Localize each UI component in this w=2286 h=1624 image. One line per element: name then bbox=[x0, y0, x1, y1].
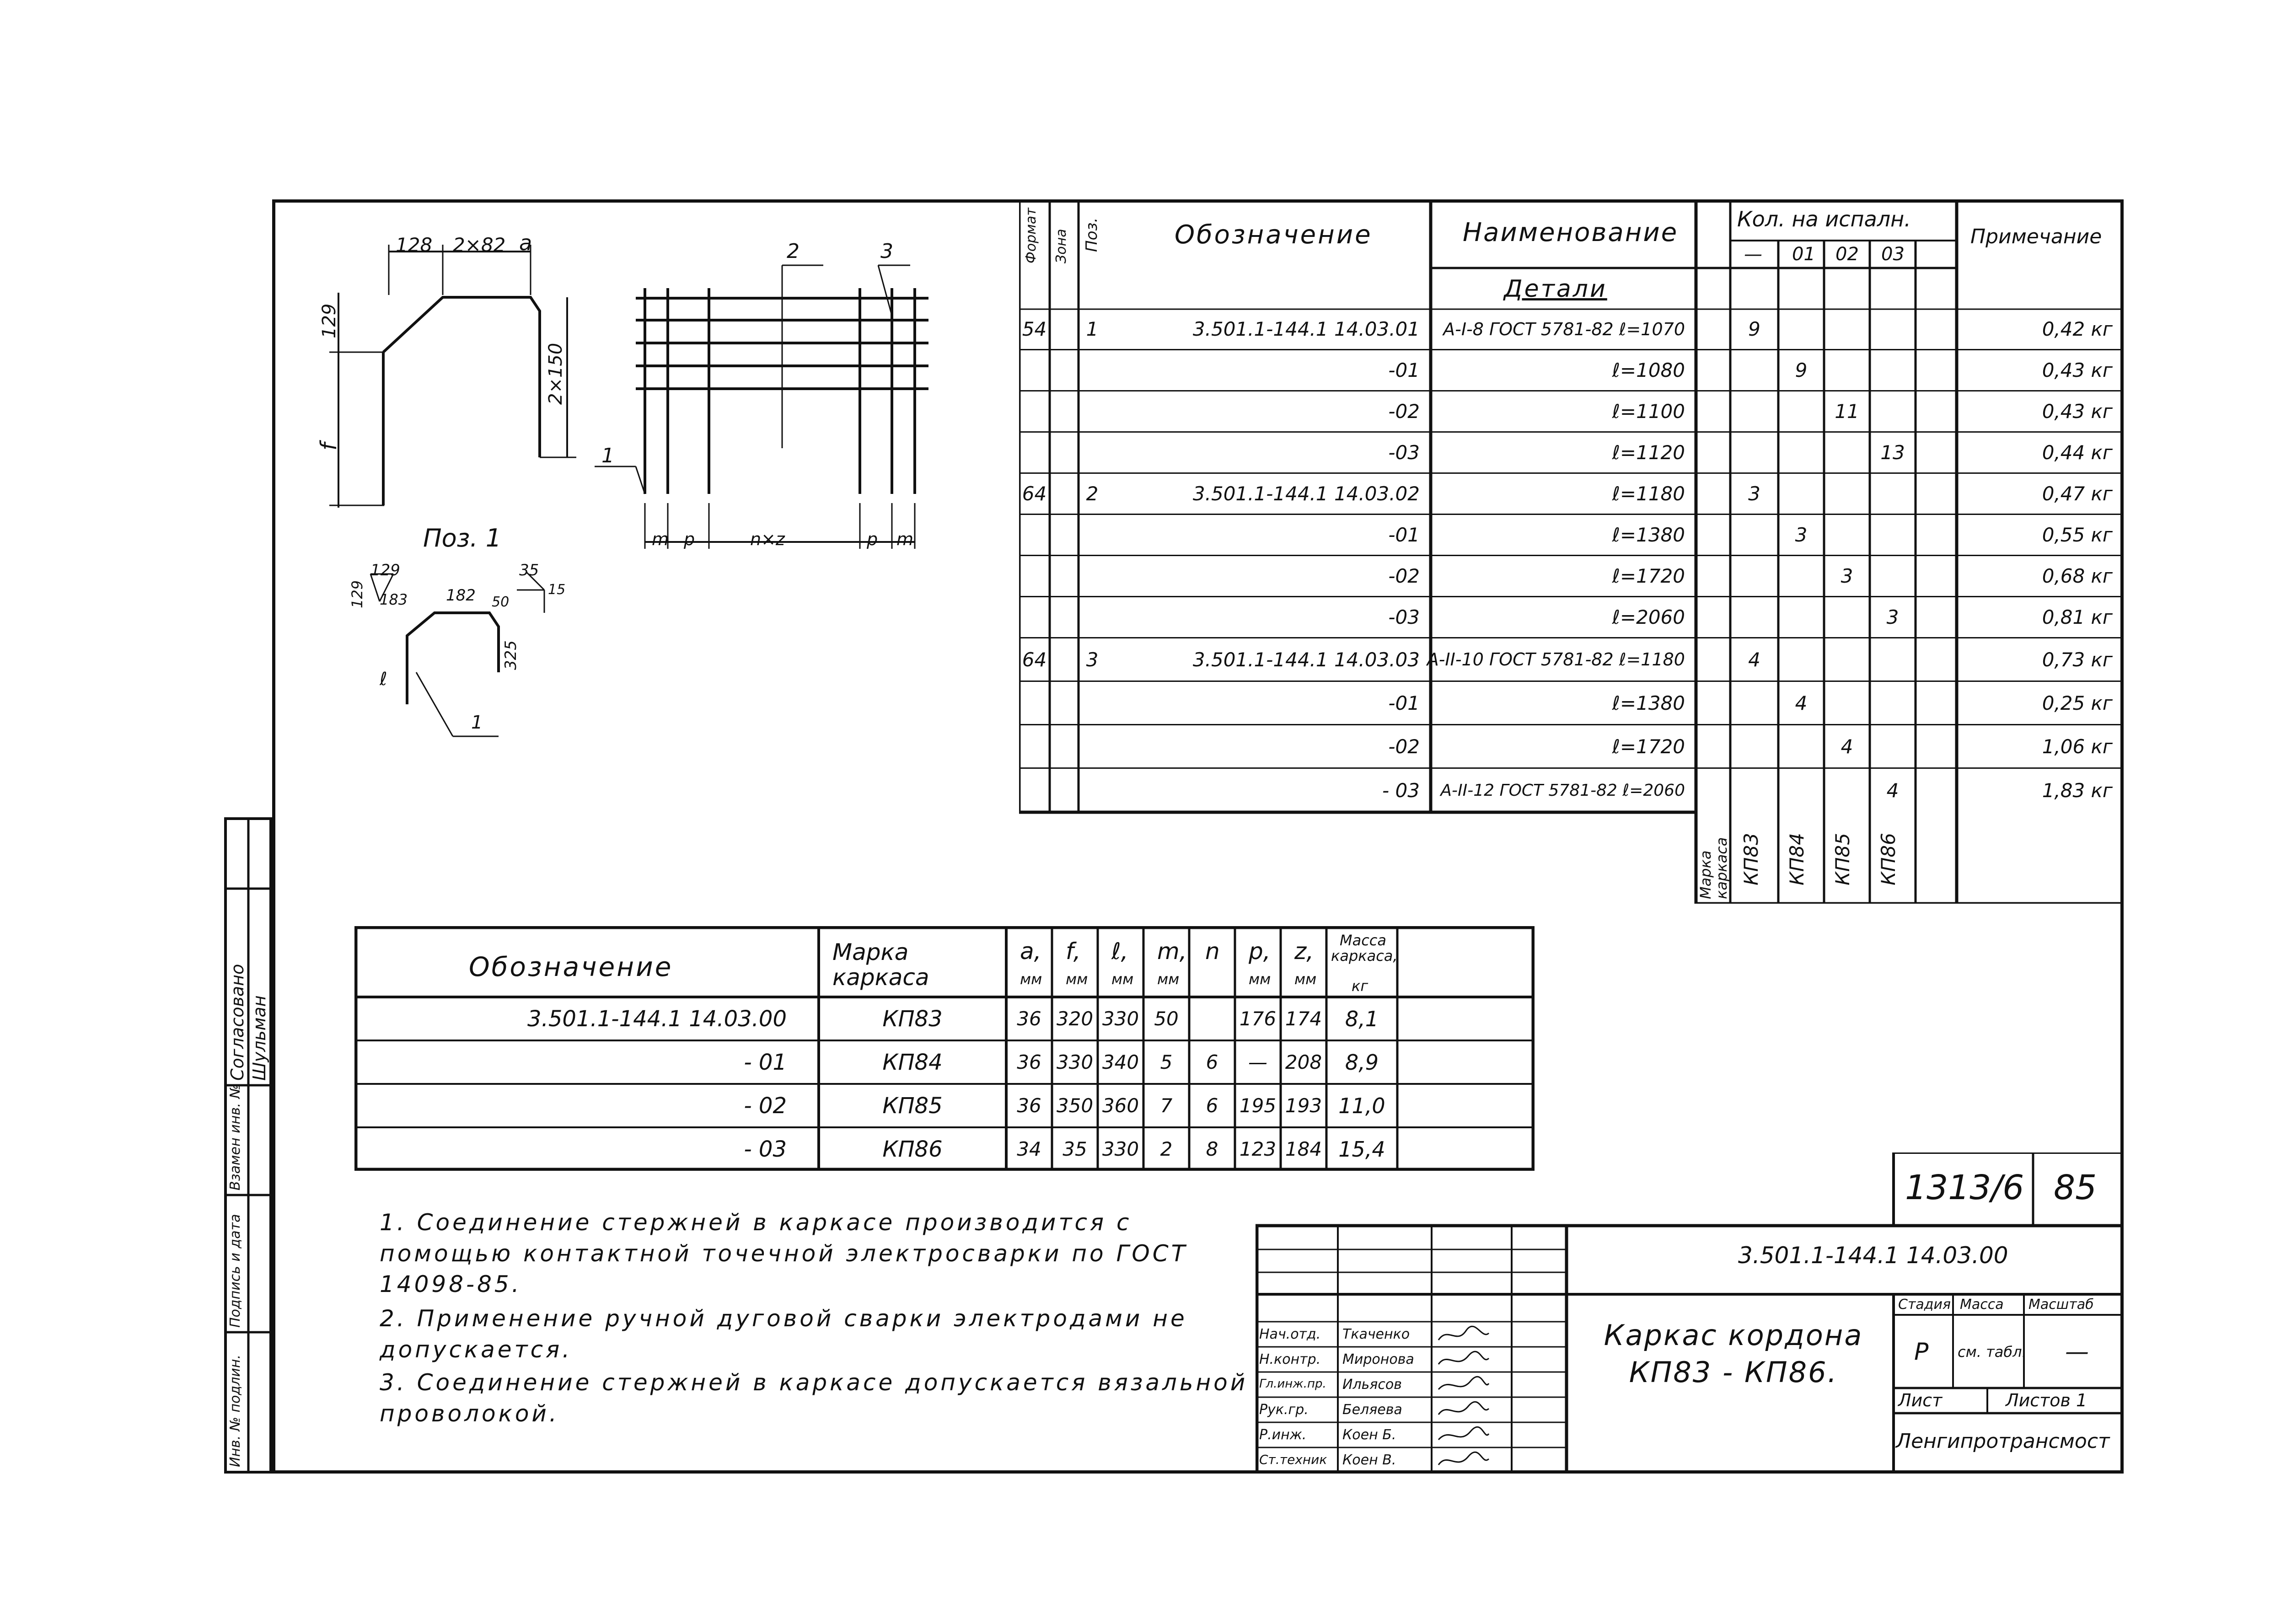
side-inv-orig: Инв. № подлин. bbox=[227, 1354, 243, 1467]
organization: Ленгипротрансмост bbox=[1896, 1430, 2110, 1453]
row-qty-3: 13 bbox=[1880, 441, 1905, 464]
param-hdr-l: ℓ, bbox=[1111, 938, 1128, 965]
row-format bbox=[1019, 682, 1050, 724]
row-qty-0: 3 bbox=[1748, 482, 1760, 505]
table-row bbox=[1019, 556, 2124, 597]
row-qty-0 bbox=[1730, 725, 1778, 767]
param-hdr-f: f, bbox=[1066, 938, 1081, 965]
spec-hdr-designation: Обозначение bbox=[1175, 220, 1373, 250]
param-hdr-m-unit: мм bbox=[1157, 970, 1180, 988]
row-l: 330 bbox=[1102, 1008, 1139, 1030]
row-qty-3: 4 bbox=[1886, 779, 1899, 802]
param-hdr-mass-unit: кг bbox=[1352, 977, 1368, 995]
spec-hdr-variant-3: 03 bbox=[1881, 244, 1905, 265]
bend-129: 129 bbox=[370, 561, 400, 579]
row-pos: 2 bbox=[1086, 482, 1099, 505]
row-mass: 8,9 bbox=[1345, 1050, 1379, 1075]
spec-hdr-variant-0: — bbox=[1744, 244, 1762, 265]
row-l: 360 bbox=[1102, 1094, 1139, 1117]
row-qty-1 bbox=[1778, 391, 1824, 431]
row-qty-1 bbox=[1778, 309, 1824, 349]
row-a: 36 bbox=[1017, 1008, 1041, 1030]
row-qty-1 bbox=[1778, 638, 1824, 681]
signer-name: Миронова bbox=[1342, 1351, 1414, 1367]
spec-hdr-variant-2: 02 bbox=[1835, 244, 1859, 265]
row-designation: 3.501.1-144.1 14.03.01 bbox=[1192, 318, 1420, 340]
row-qty-3 bbox=[1870, 515, 1916, 555]
bend-183: 183 bbox=[380, 591, 408, 608]
row-name: A-I-8 ГОСТ 5781-82 ℓ=1070 bbox=[1443, 319, 1685, 339]
row-qty-3 bbox=[1870, 682, 1916, 724]
table-row bbox=[354, 1040, 1535, 1084]
row-qty-0 bbox=[1730, 350, 1778, 390]
row-m: 2 bbox=[1160, 1138, 1173, 1160]
row-format bbox=[1019, 725, 1050, 767]
row-note: 0,43 кг bbox=[2042, 359, 2113, 381]
row-f: 330 bbox=[1056, 1051, 1094, 1073]
table-row bbox=[1019, 638, 2124, 682]
row-n bbox=[1189, 997, 1235, 1040]
note-2: 2. Применение ручной дуговой сварки электродами не допускается. bbox=[380, 1305, 1187, 1363]
row-qty-0 bbox=[1730, 769, 1778, 812]
row-n: 8 bbox=[1206, 1138, 1218, 1160]
row-format bbox=[1019, 391, 1050, 431]
row-mark: КП83 bbox=[882, 1006, 943, 1032]
row-mass: 15,4 bbox=[1338, 1136, 1385, 1162]
row-qty-1 bbox=[1778, 556, 1824, 596]
row-a: 36 bbox=[1017, 1051, 1041, 1073]
row-qty-0: 4 bbox=[1748, 648, 1760, 671]
row-z: 174 bbox=[1285, 1008, 1322, 1030]
row-pos: 3 bbox=[1086, 648, 1099, 671]
table-row bbox=[1019, 515, 2124, 556]
bend-35: 35 bbox=[519, 561, 539, 579]
row-m: 7 bbox=[1160, 1094, 1173, 1117]
note-3: 3. Соединение стержней в каркасе допускается вязальной проволокой. bbox=[380, 1369, 1248, 1427]
row-note: 0,47 кг bbox=[2042, 482, 2113, 505]
bend-182: 182 bbox=[446, 586, 476, 605]
row-qty-1 bbox=[1778, 474, 1824, 514]
row-format: 54 bbox=[1022, 318, 1047, 340]
signer-name: Ткаченко bbox=[1342, 1326, 1410, 1342]
drawing-title: Каркас кордона КП83 - КП86. bbox=[1604, 1318, 1863, 1389]
mass-label: Масса bbox=[1960, 1297, 2004, 1313]
row-pos bbox=[1079, 725, 1106, 767]
row-designation: - 02 bbox=[744, 1093, 787, 1119]
spec-mark-3: КП86 bbox=[1877, 833, 1900, 885]
row-qty-0 bbox=[1730, 682, 1778, 724]
sheets-label: Листов 1 bbox=[2006, 1390, 2087, 1410]
row-p: 195 bbox=[1239, 1094, 1277, 1117]
row-qty-2: 4 bbox=[1841, 735, 1853, 758]
row-qty-2: 3 bbox=[1841, 565, 1853, 587]
dim-128: 128 bbox=[396, 234, 433, 256]
table-row bbox=[1019, 309, 2124, 350]
signer-name: Коен В. bbox=[1342, 1452, 1396, 1468]
table-row bbox=[1019, 391, 2124, 433]
row-designation: - 01 bbox=[744, 1049, 787, 1075]
row-designation: -02 bbox=[1388, 565, 1420, 587]
row-note: 0,55 кг bbox=[2042, 524, 2113, 546]
row-mass: 11,0 bbox=[1338, 1093, 1385, 1118]
spec-hdr-zone: Зона bbox=[1053, 229, 1069, 263]
param-table bbox=[354, 926, 1535, 1171]
row-designation: -03 bbox=[1388, 441, 1420, 464]
row-qty-2 bbox=[1824, 474, 1870, 514]
signer-role: Рук.гр. bbox=[1259, 1402, 1309, 1418]
row-pos bbox=[1079, 769, 1106, 812]
table-row bbox=[1019, 433, 2124, 474]
dim-2x82: 2×82 bbox=[453, 234, 506, 256]
spec-mark-2: КП85 bbox=[1831, 833, 1854, 885]
row-name: ℓ=1380 bbox=[1612, 524, 1685, 546]
bend-callout-1: 1 bbox=[471, 712, 483, 733]
spec-hdr-pos: Поз. bbox=[1083, 217, 1101, 252]
row-note: 1,06 кг bbox=[2042, 735, 2113, 758]
stage-label: Стадия bbox=[1898, 1297, 1951, 1313]
row-note: 1,83 кг bbox=[2042, 779, 2113, 802]
row-designation: -03 bbox=[1388, 606, 1420, 628]
row-qty-1: 3 bbox=[1795, 524, 1808, 546]
row-pos bbox=[1079, 682, 1106, 724]
param-hdr-a-unit: мм bbox=[1020, 970, 1042, 988]
row-mark: КП85 bbox=[882, 1093, 943, 1119]
spec-hdr-format: Формат bbox=[1023, 208, 1039, 263]
row-note: 0,68 кг bbox=[2042, 565, 2113, 587]
dim-f: f bbox=[316, 443, 342, 450]
spec-hdr-name: Наименование bbox=[1463, 218, 1679, 247]
row-f: 350 bbox=[1056, 1094, 1094, 1117]
row-qty-0 bbox=[1730, 433, 1778, 472]
row-qty-2: 11 bbox=[1835, 400, 1859, 423]
side-surname: Шульман bbox=[249, 995, 269, 1081]
note-1: 1. Соединение стержней в каркасе производится с помощью контактной точечной электросварки по ГОСТ 14098-85. bbox=[380, 1209, 1188, 1297]
row-p: — bbox=[1248, 1051, 1267, 1073]
row-name: ℓ=1720 bbox=[1612, 565, 1685, 587]
row-a: 36 bbox=[1017, 1094, 1041, 1117]
row-z: 193 bbox=[1285, 1094, 1322, 1117]
pos-label: Поз. 1 bbox=[423, 524, 502, 552]
row-qty-2 bbox=[1824, 682, 1870, 724]
row-qty-2 bbox=[1824, 309, 1870, 349]
row-designation: - 03 bbox=[1382, 779, 1420, 802]
row-format bbox=[1019, 556, 1050, 596]
sheet-number: 85 bbox=[2054, 1168, 2097, 1207]
row-mass: 8,1 bbox=[1345, 1006, 1379, 1031]
row-pos bbox=[1079, 433, 1106, 472]
side-agreed: Согласовано bbox=[227, 964, 247, 1081]
row-qty-3 bbox=[1870, 350, 1916, 390]
param-hdr-f-unit: мм bbox=[1066, 970, 1088, 988]
row-qty-2 bbox=[1824, 433, 1870, 472]
table-row bbox=[1019, 474, 2124, 515]
param-hdr-mark: Марка каркаса bbox=[832, 939, 929, 991]
row-designation: -01 bbox=[1388, 359, 1420, 381]
table-row bbox=[1019, 725, 2124, 769]
doc-code: 3.501.1-144.1 14.03.00 bbox=[1738, 1242, 2008, 1269]
param-hdr-p: p, bbox=[1249, 938, 1271, 965]
spec-marks-label: Марка каркаса bbox=[1697, 837, 1731, 899]
param-hdr-z: z, bbox=[1294, 938, 1314, 965]
row-qty-1 bbox=[1778, 769, 1824, 812]
signer-role: Нач.отд. bbox=[1259, 1326, 1321, 1342]
signer-role: Р.инж. bbox=[1259, 1427, 1307, 1443]
row-p: 176 bbox=[1239, 1008, 1277, 1030]
callout-2: 2 bbox=[787, 240, 800, 263]
row-qty-0 bbox=[1730, 391, 1778, 431]
row-f: 320 bbox=[1056, 1008, 1094, 1030]
param-hdr-p-unit: мм bbox=[1249, 970, 1271, 988]
row-designation: 3.501.1-144.1 14.03.02 bbox=[1192, 482, 1420, 505]
spec-table bbox=[1019, 199, 2124, 904]
row-qty-3 bbox=[1870, 309, 1916, 349]
spec-hdr-variant-1: 01 bbox=[1792, 244, 1815, 265]
row-l: 340 bbox=[1102, 1051, 1139, 1073]
row-qty-3: 3 bbox=[1886, 606, 1899, 628]
side-sign-date: Подпись и дата bbox=[227, 1214, 243, 1328]
signer-role: Ст.техник bbox=[1259, 1452, 1327, 1467]
row-qty-1: 4 bbox=[1795, 691, 1808, 714]
row-qty-2 bbox=[1824, 515, 1870, 555]
row-pos: 1 bbox=[1086, 318, 1099, 340]
row-designation: -01 bbox=[1388, 691, 1420, 714]
row-pos bbox=[1079, 515, 1106, 555]
spec-mark-1: КП84 bbox=[1786, 833, 1808, 885]
spec-hdr-qty: Кол. на испалн. bbox=[1737, 207, 1911, 231]
row-z: 208 bbox=[1285, 1051, 1322, 1073]
row-qty-0 bbox=[1730, 597, 1778, 637]
row-z: 184 bbox=[1285, 1138, 1322, 1160]
row-format bbox=[1019, 433, 1050, 472]
row-format bbox=[1019, 350, 1050, 390]
row-qty-3 bbox=[1870, 556, 1916, 596]
row-name: ℓ=1720 bbox=[1612, 735, 1685, 758]
row-designation: -01 bbox=[1388, 524, 1420, 546]
row-qty-3 bbox=[1870, 474, 1916, 514]
row-note: 0,25 кг bbox=[2042, 691, 2113, 714]
row-name: A-II-10 ГОСТ 5781-82 ℓ=1180 bbox=[1427, 649, 1685, 670]
row-designation: -02 bbox=[1388, 400, 1420, 423]
row-qty-1 bbox=[1778, 433, 1824, 472]
row-note: 0,73 кг bbox=[2042, 648, 2113, 671]
spec-rows bbox=[1019, 309, 2124, 812]
signer-role: Гл.инж.пр. bbox=[1259, 1377, 1326, 1391]
row-pos bbox=[1079, 350, 1106, 390]
table-row bbox=[1019, 597, 2124, 638]
dim-m-left: m bbox=[652, 529, 669, 549]
signer-role: Н.контр. bbox=[1259, 1351, 1321, 1367]
row-note: 0,42 кг bbox=[2042, 318, 2113, 340]
row-pos bbox=[1079, 391, 1106, 431]
row-qty-3 bbox=[1870, 725, 1916, 767]
row-note: 0,43 кг bbox=[2042, 400, 2113, 423]
sheet-label: Лист bbox=[1898, 1390, 1943, 1410]
param-hdr-z-unit: мм bbox=[1294, 970, 1317, 988]
row-qty-2 bbox=[1824, 638, 1870, 681]
row-qty-1: 9 bbox=[1795, 359, 1808, 381]
dim-2x150: 2×150 bbox=[545, 343, 566, 405]
row-qty-2 bbox=[1824, 350, 1870, 390]
table-row bbox=[1019, 350, 2124, 391]
param-hdr-l-unit: мм bbox=[1111, 970, 1134, 988]
row-note: 0,81 кг bbox=[2042, 606, 2113, 628]
row-qty-1 bbox=[1778, 725, 1824, 767]
dim-a: a bbox=[519, 230, 532, 255]
bend-50: 50 bbox=[492, 594, 510, 610]
table-row bbox=[1019, 682, 2124, 725]
bend-l: ℓ bbox=[380, 669, 387, 690]
stage-value: Р bbox=[1914, 1338, 1929, 1366]
signer-name: Ильясов bbox=[1342, 1377, 1402, 1393]
dim-m-right: m bbox=[896, 529, 914, 549]
param-hdr-designation: Обозначение bbox=[469, 951, 673, 982]
row-format: 64 bbox=[1022, 482, 1047, 505]
row-p: 123 bbox=[1239, 1138, 1277, 1160]
row-name: ℓ=1080 bbox=[1612, 359, 1685, 381]
signer-name: Коен Б. bbox=[1342, 1427, 1396, 1443]
row-designation: - 03 bbox=[744, 1136, 787, 1162]
spec-section-title: Детали bbox=[1504, 275, 1607, 303]
row-qty-3 bbox=[1870, 638, 1916, 681]
row-format bbox=[1019, 769, 1050, 812]
bend-325: 325 bbox=[502, 640, 520, 670]
row-m: 50 bbox=[1154, 1008, 1179, 1030]
row-designation: 3.501.1-144.1 14.03.00 bbox=[527, 1006, 787, 1032]
row-qty-0: 9 bbox=[1748, 318, 1760, 340]
row-pos bbox=[1079, 597, 1106, 637]
dim-p-right: p bbox=[867, 529, 878, 549]
callout-3: 3 bbox=[880, 240, 893, 263]
side-strip bbox=[224, 817, 272, 1474]
row-l: 330 bbox=[1102, 1138, 1139, 1160]
param-rows bbox=[354, 997, 1535, 1171]
row-mark: КП84 bbox=[882, 1049, 943, 1075]
row-m: 5 bbox=[1160, 1051, 1173, 1073]
row-note: 0,44 кг bbox=[2042, 441, 2113, 464]
row-a: 34 bbox=[1017, 1138, 1041, 1160]
row-designation: -02 bbox=[1388, 735, 1420, 758]
title-block bbox=[1256, 1152, 2124, 1474]
row-format bbox=[1019, 515, 1050, 555]
dim-129: 129 bbox=[319, 303, 340, 338]
row-n: 6 bbox=[1206, 1094, 1218, 1117]
spec-hdr-note: Примечание bbox=[1970, 225, 2102, 248]
row-name: ℓ=2060 bbox=[1612, 606, 1685, 628]
table-row bbox=[1019, 769, 2124, 812]
row-format: 64 bbox=[1022, 648, 1047, 671]
callout-1: 1 bbox=[601, 444, 614, 467]
spec-mark-0: КП83 bbox=[1740, 833, 1762, 885]
param-hdr-mass: Масса каркаса, bbox=[1331, 932, 1398, 965]
bend-129-side: 129 bbox=[349, 580, 366, 608]
row-qty-1 bbox=[1778, 597, 1824, 637]
param-hdr-n: n bbox=[1205, 938, 1220, 965]
row-qty-3 bbox=[1870, 391, 1916, 431]
cage-drawing bbox=[297, 220, 983, 755]
row-qty-2 bbox=[1824, 769, 1870, 812]
row-name: ℓ=1180 bbox=[1612, 482, 1685, 505]
table-row bbox=[354, 1084, 1535, 1127]
row-n: 6 bbox=[1206, 1051, 1218, 1073]
scale-value: — bbox=[2065, 1338, 2089, 1366]
row-mark: КП86 bbox=[882, 1136, 943, 1162]
row-name: ℓ=1120 bbox=[1612, 441, 1685, 464]
row-name: A-II-12 ГОСТ 5781-82 ℓ=2060 bbox=[1440, 781, 1685, 800]
album-number: 1313/6 bbox=[1905, 1168, 2024, 1207]
row-qty-2 bbox=[1824, 597, 1870, 637]
signatures bbox=[1436, 1324, 1491, 1470]
signer-name: Беляева bbox=[1342, 1402, 1402, 1418]
row-name: ℓ=1100 bbox=[1612, 400, 1685, 423]
bend-15: 15 bbox=[548, 582, 566, 598]
row-pos bbox=[1079, 556, 1106, 596]
param-hdr-m: m, bbox=[1157, 938, 1187, 965]
param-hdr-a: a, bbox=[1020, 938, 1041, 965]
dim-nxz: n×z bbox=[750, 529, 785, 549]
scale-label: Масштаб bbox=[2028, 1297, 2094, 1313]
row-f: 35 bbox=[1063, 1138, 1087, 1160]
mass-value: см. табл. bbox=[1958, 1343, 2027, 1361]
row-format bbox=[1019, 597, 1050, 637]
row-qty-0 bbox=[1730, 515, 1778, 555]
row-qty-0 bbox=[1730, 556, 1778, 596]
row-designation: 3.501.1-144.1 14.03.03 bbox=[1192, 648, 1420, 671]
side-inv-vzam: Взамен инв. № bbox=[227, 1084, 243, 1190]
table-row bbox=[354, 997, 1535, 1040]
row-name: ℓ=1380 bbox=[1612, 691, 1685, 714]
dim-p-left: p bbox=[684, 529, 695, 549]
